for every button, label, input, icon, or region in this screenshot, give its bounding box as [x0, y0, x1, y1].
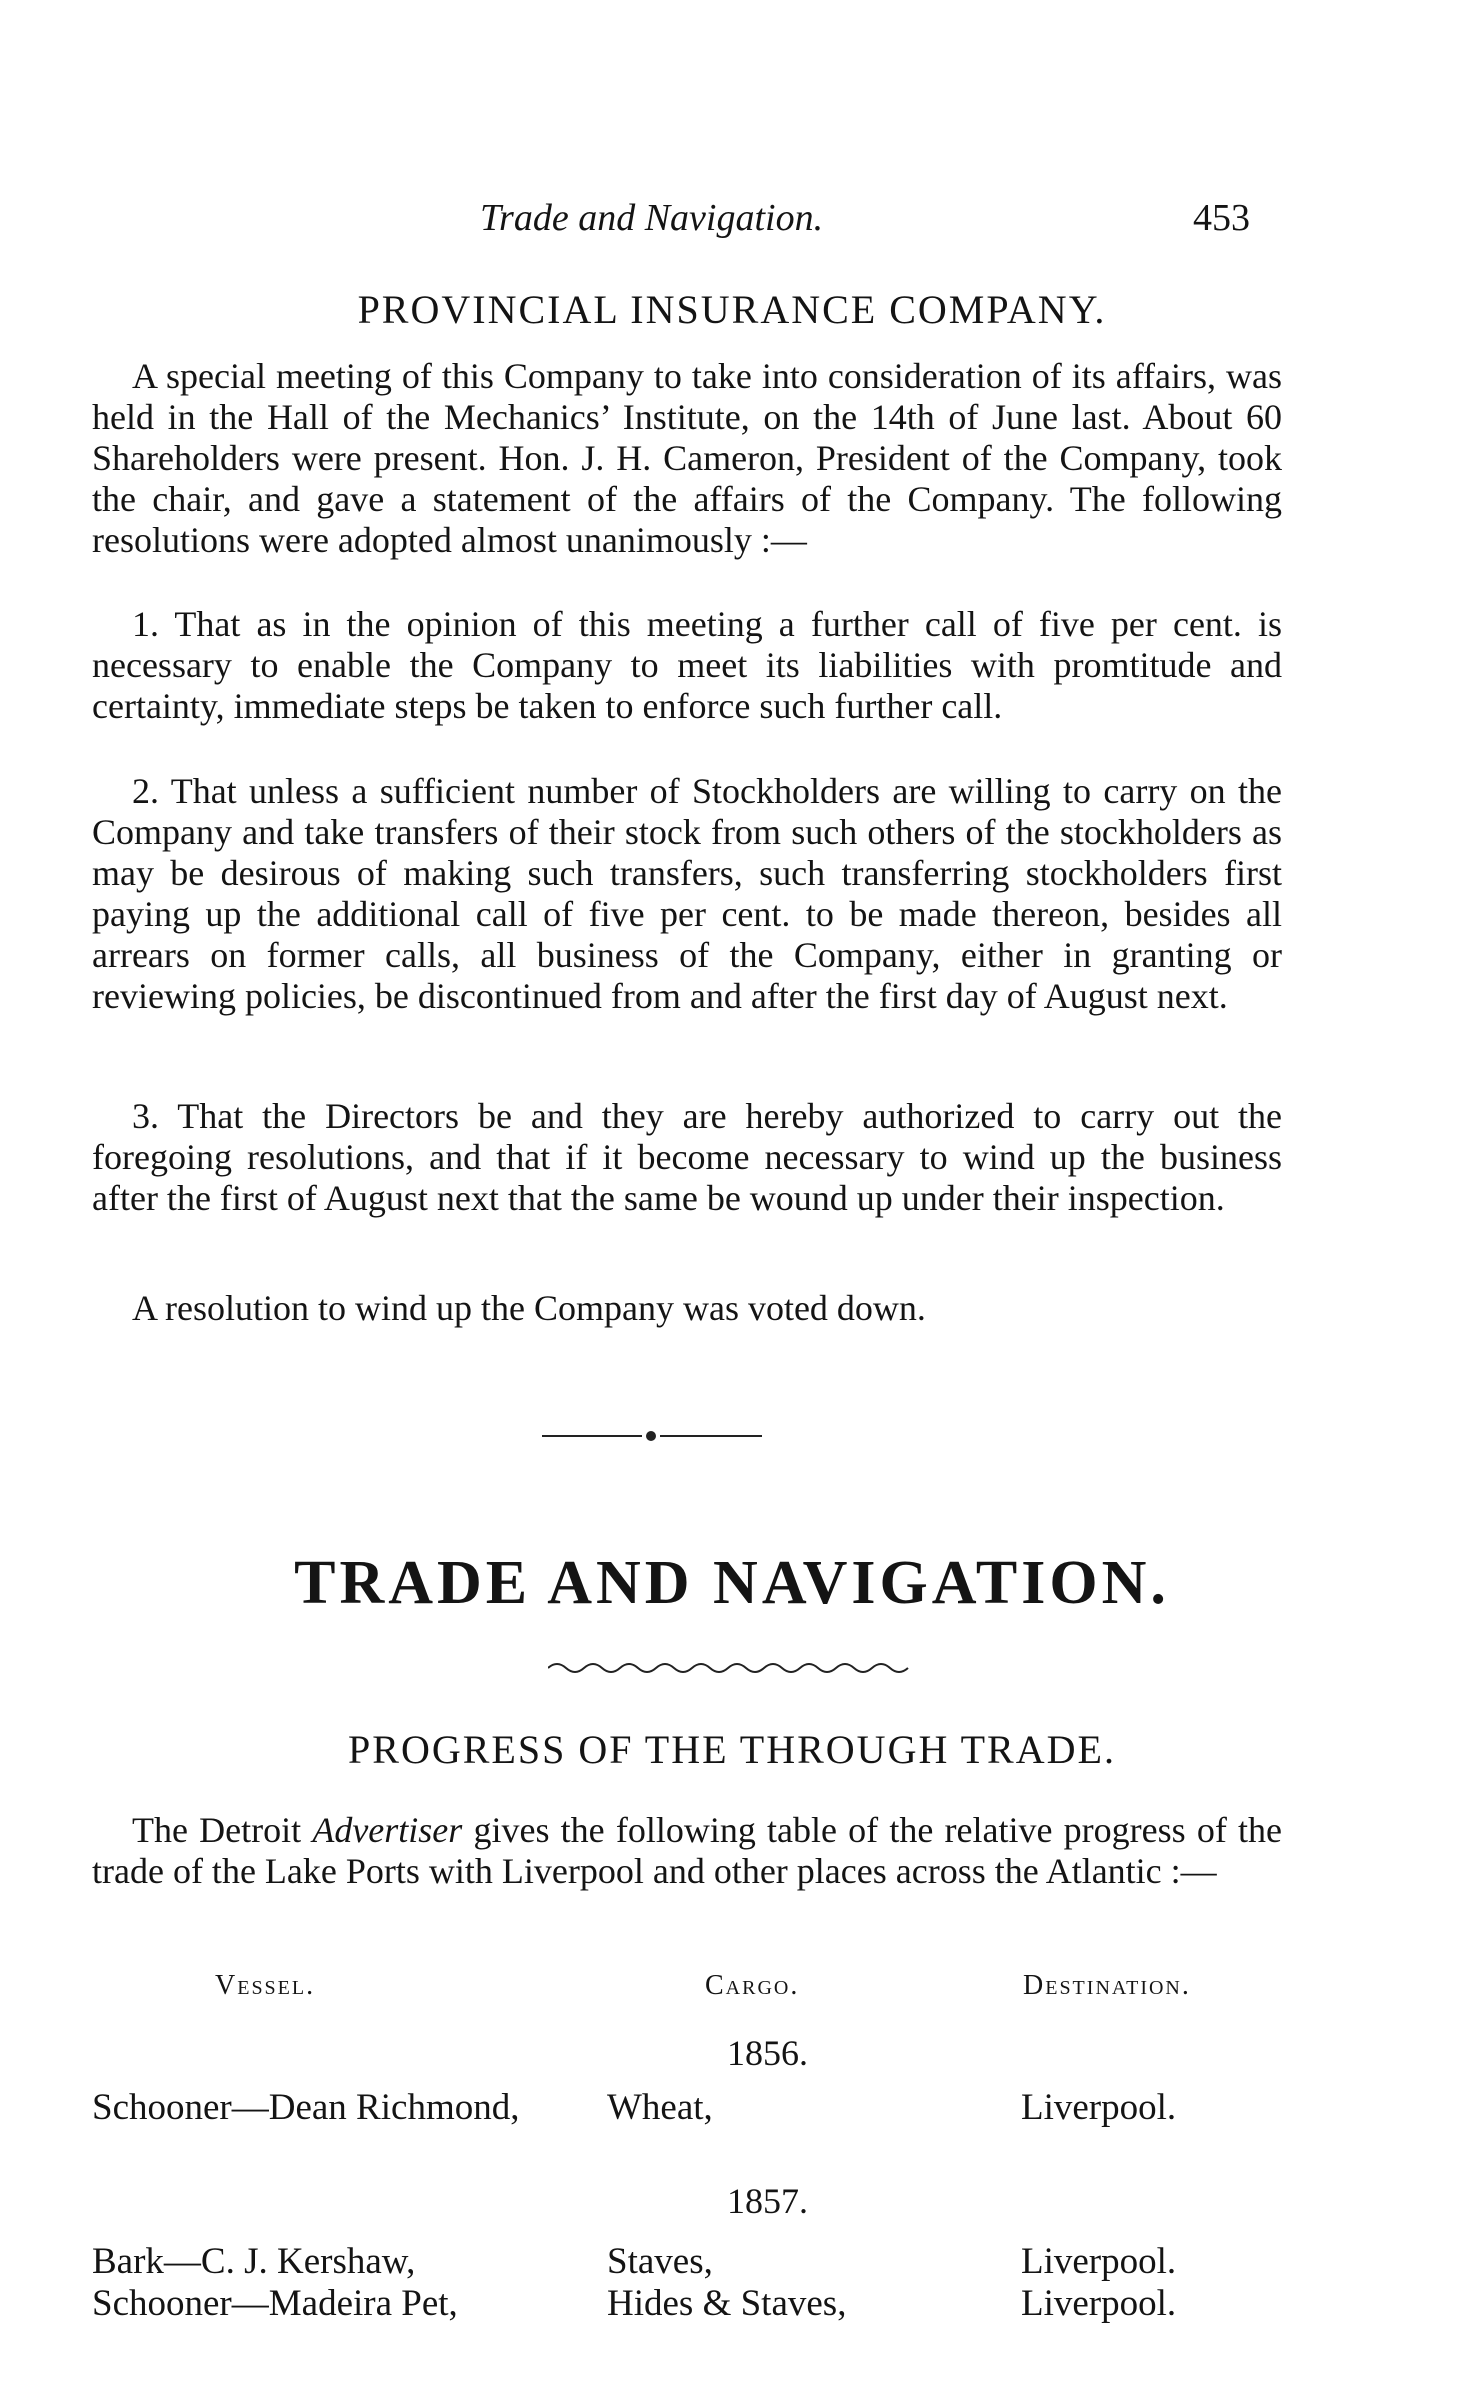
row-destination: Liverpool. — [1021, 2087, 1177, 2128]
running-head-title: Trade and Navigation. — [480, 197, 824, 239]
insurance-heading: PROVINCIAL INSURANCE COMPANY. — [357, 287, 1107, 332]
year-label: 1857. — [727, 2181, 808, 2221]
trade-intro-after: gives the following table of the relative progress of the trade of the Lake Ports with Liverpool and other places across the Atlantic :— — [92, 1810, 1282, 1891]
row-cargo: Hides & Staves, — [607, 2283, 847, 2324]
row-cargo: Staves, — [607, 2241, 713, 2282]
row-destination: Liverpool. — [1021, 2283, 1177, 2324]
header-vessel: Vessel. — [215, 1970, 316, 2001]
row-vessel: Schooner—Madeira Pet, — [92, 2283, 458, 2324]
resolution-2: 2. That unless a sufficient number of Stockholders are willing to carry on the Company and take transfers of their stock from such others of the stockholders as may be desirous of making such transfers, such transferring stockholders first paying up the additional call of five per cent. to be made thereon, besides all arrears on former calls, all business of the Company, either in granting or reviewing policies, be discontinued from and after the first day of August next. — [92, 771, 1282, 1016]
running-head — [0, 196, 1464, 246]
header-cargo: Cargo. — [705, 1970, 800, 2001]
year-label: 1856. — [727, 2033, 808, 2073]
trade-subheading: PROGRESS OF THE THROUGH TRADE. — [348, 1727, 1116, 1772]
header-destination: Destination. — [1023, 1970, 1191, 2001]
row-cargo: Wheat, — [607, 2087, 713, 2128]
page-number: 453 — [1193, 197, 1250, 239]
trade-intro-italic: Advertiser — [312, 1810, 463, 1850]
row-destination: Liverpool. — [1021, 2241, 1177, 2282]
wavy-rule — [548, 1660, 914, 1676]
trade-intro — [92, 1810, 1282, 1892]
trade-title: TRADE AND NAVIGATION. — [294, 1549, 1170, 1617]
row-vessel: Bark—C. J. Kershaw, — [92, 2241, 416, 2282]
insurance-intro: A special meeting of this Company to take into consideration of its affairs, was held in the Hall of the Mechanics’ Institute, on the 14th of June last. About 60 Shareholders were present. Hon. J. H. Cameron, President of the Company, took the chair, and gave a statement of the affairs of the Company. The following resolutions were adopted almost unanimously :— — [92, 356, 1282, 560]
section-divider — [542, 1430, 762, 1442]
resolution-1: 1. That as in the opinion of this meeting a further call of five per cent. is necessary to enable the Company to meet its liabilities with promtitude and certainty, immediate steps be taken to enforce such further call. — [92, 604, 1282, 726]
resolution-3: 3. That the Directors be and they are hereby authorized to carry out the foregoing resolutions, and that if it become necessary to wind up the business after the first of August next that the same be wound up under their inspection. — [92, 1096, 1282, 1218]
row-vessel: Schooner—Dean Richmond, — [92, 2087, 520, 2128]
trade-intro-before: The Detroit — [132, 1810, 313, 1850]
insurance-closing: A resolution to wind up the Company was voted down. — [132, 1288, 926, 1328]
